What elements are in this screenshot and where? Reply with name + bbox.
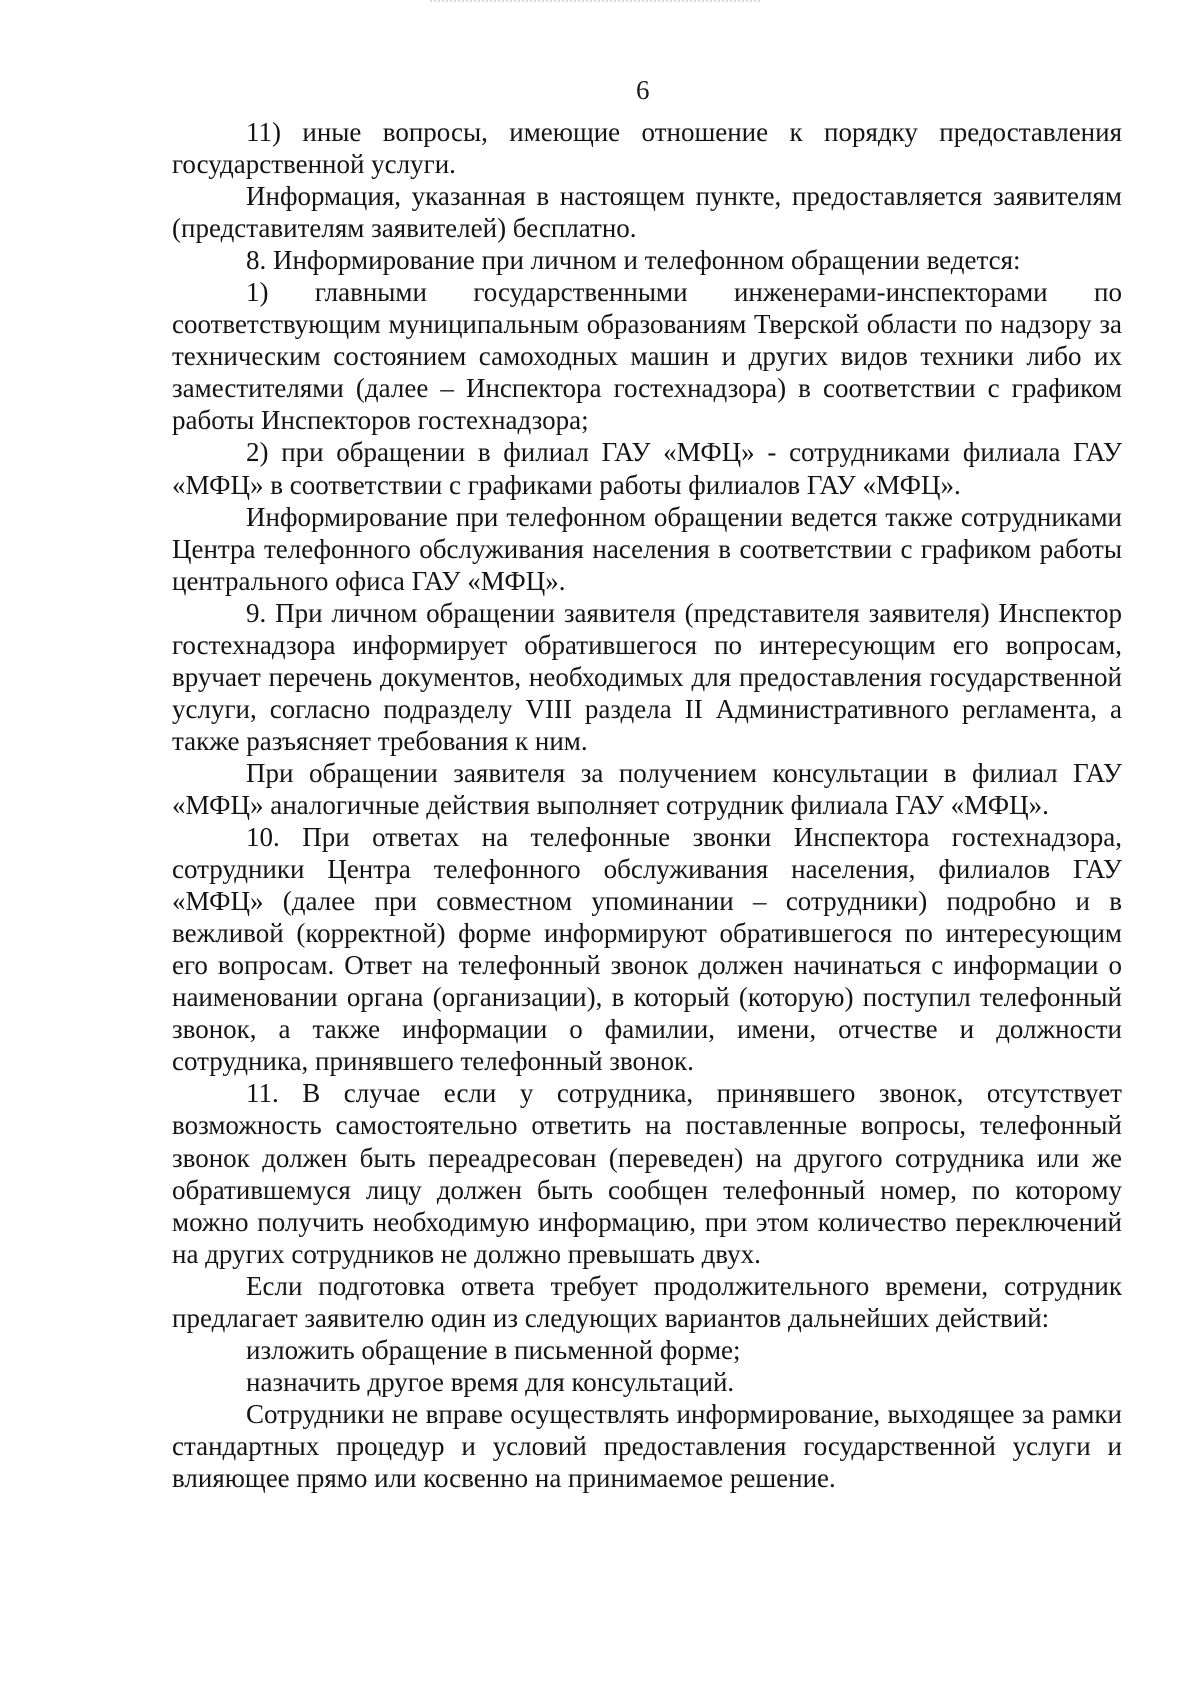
paragraph-9: 9. При личном обращении заявителя (представителя заявителя) Инспектор гостехнадзора информирует обратившегося по интересующим его вопросам, вручает перечень документов, необходимых для предоставления государственной услуги, согласно подразделу VIII раздела II Административного регламента, а также разъясняет требования к ним. <box>172 597 1122 756</box>
paragraph-phone-info: Информирование при телефонном обращении ведется также сотрудниками Центра телефонного обслуживания населения в соответствии с графиком работы центрального офиса ГАУ «МФЦ». <box>172 501 1122 596</box>
paragraph-8-1: 1) главными государственными инженерами-инспекторами по соответствующим муниципальным образованиям Тверской области по надзору за техническим состоянием самоходных машин и других видов техники либо их заместителями (далее – Инспектора гостехнадзора) в соответствии с графиком работы Инспекторов гостехнадзора; <box>172 277 1122 436</box>
page-number: 6 <box>636 75 650 105</box>
paragraph-option-written: изложить обращение в письменной форме; <box>246 1334 741 1365</box>
paragraph-restriction: Сотрудники не вправе осуществлять информирование, выходящее за рамки стандартных процедур и условий предоставления государственной услуги и влияющее прямо или косвенно на принимаемое решение. <box>172 1398 1122 1493</box>
paragraph-10: 10. При ответах на телефонные звонки Инспектора гостехнадзора, сотрудники Центра телефонного обслуживания населения, филиалов ГАУ «МФЦ» (далее при совместном упоминании – сотрудники) подробно и в вежливой (корректной) форме информируют обратившегося по интересующим его вопросам. Ответ на телефонный звонок должен начинаться с информации о наименовании органа (организации), в который (которую) поступил телефонный звонок, а также информации о фамилии, имени, отчестве и должности сотрудника, принявшего телефонный звонок. <box>172 822 1122 1077</box>
paragraph-long-answer: Если подготовка ответа требует продолжительного времени, сотрудник предлагает заявителю один из следующих вариантов дальнейших действий: <box>172 1270 1122 1333</box>
document-body <box>172 116 1122 1494</box>
paragraph-11: 11. В случае если у сотрудника, принявшего звонок, отсутствует возможность самостоятельно ответить на поставленные вопросы, телефонный звонок должен быть переадресован (переведен) на другого сотрудника или же обратившемуся лицу должен быть сообщен телефонный номер, по которому можно получить необходимую информацию, при этом количество переключений на других сотрудников не должно превышать двух. <box>172 1078 1122 1269</box>
paragraph-option-reschedule: назначить другое время для консультаций. <box>246 1366 735 1397</box>
scan-artifact <box>430 0 760 8</box>
paragraph-8: 8. Информирование при личном и телефонном обращении ведется: <box>246 245 1021 276</box>
paragraph-8-2: 2) при обращении в филиал ГАУ «МФЦ» - сотрудниками филиала ГАУ «МФЦ» в соответствии с графиками работы филиалов ГАУ «МФЦ». <box>172 437 1122 500</box>
paragraph-item-11: 11) иные вопросы, имеющие отношение к порядку предоставления государственной услуги. <box>172 117 1122 180</box>
paragraph-info-free: Информация, указанная в настоящем пункте, предоставляется заявителям (представителям заявителей) бесплатно. <box>172 181 1122 244</box>
paragraph-mfc-consultation: При обращении заявителя за получением консультации в филиал ГАУ «МФЦ» аналогичные действия выполняет сотрудник филиала ГАУ «МФЦ». <box>172 757 1122 820</box>
